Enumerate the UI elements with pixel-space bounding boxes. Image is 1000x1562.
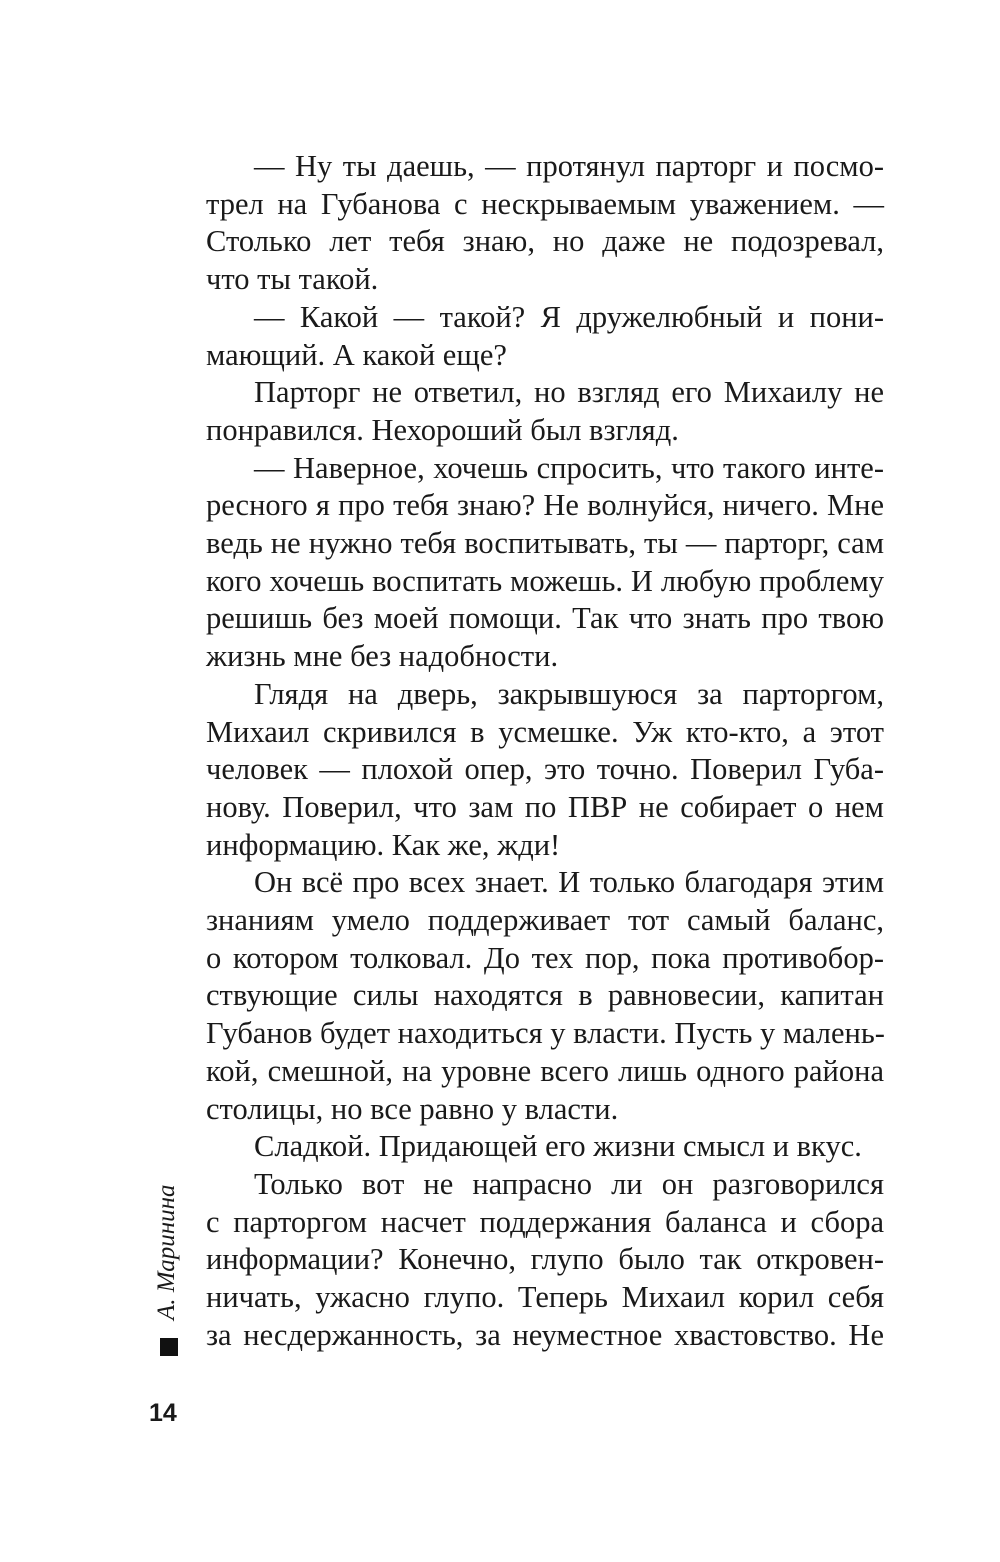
text-line: Столько лет тебя знаю, но даже не подозревал, [206,224,884,259]
text-line: нову. Поверил, что зам по ПВР не собирает о нем [206,789,884,824]
text-line: с парторгом насчет поддержания баланса и сбора [206,1204,884,1239]
text-line: — Какой — такой? Я дружелюбный и пони- [254,299,884,334]
text-line: — Ну ты даешь, — протянул парторг и посмо- [254,149,884,183]
text-line: что ты такой. [206,262,379,297]
text-line: мающий. А какой еще? [206,337,507,372]
text-line: кого хочешь воспитать можешь. И любую проблему [206,563,884,598]
text-line: информации? Конечно, глупо было так откровен- [206,1242,884,1277]
running-head [150,1160,190,1320]
text-line: Парторг не ответил, но взгляд его Михаилу не [254,375,884,410]
text-line: кой, смешной, на уровне всего лишь одного района [206,1053,884,1088]
text-line: понравился. Нехороший был взгляд. [206,412,679,447]
text-line: Он всё про всех знает. И только благодаря этим [254,865,884,900]
running-head-author: А. Маринина [153,1184,180,1320]
text-line: о котором толковал. До тех пор, пока противобор- [206,940,884,975]
text-line: информацию. Как же, жди! [206,827,561,862]
text-line: за несдержанность, за неуместное хвастовство. Не [206,1317,884,1352]
text-line: столицы, но все равно у власти. [206,1091,619,1126]
text-line: человек — плохой опер, это точно. Поверил Губа- [206,752,884,787]
text-line: решишь без моей помощи. Так что знать про твою [206,601,884,636]
text-line: трел на Губанова с нескрываемым уважением. — [206,186,884,221]
text-line: ведь не нужно тебя воспитывать, ты — парторг, сам [206,526,884,561]
text-line: Губанов будет находиться у власти. Пусть у малень- [206,1016,885,1051]
page-number: 14 [149,1399,177,1427]
text-line: Сладкой. Придающей его жизни смысл и вкус. [254,1129,862,1164]
text-line: ничать, ужасно глупо. Теперь Михаил корил себя [206,1280,884,1315]
text-line: ресного я про тебя знаю? Не волнуйся, ничего. Мне [206,488,884,523]
black-square-marker [160,1338,178,1356]
text-line: жизнь мне без надобности. [206,639,559,674]
text-line: Глядя на дверь, закрывшуюся за парторгом, [254,676,884,711]
text-line: Только вот не напрасно ли он разговорился [254,1166,884,1201]
page-body-text [206,148,884,1355]
text-line: ствующие силы находятся в равновесии, капитан [206,978,884,1013]
text-line: Михаил скривился в усмешке. Уж кто-кто, а этот [206,714,884,749]
text-line: — Наверное, хочешь спросить, что такого инте- [254,450,884,485]
text-line: знаниям умело поддерживает тот самый баланс, [206,903,884,938]
